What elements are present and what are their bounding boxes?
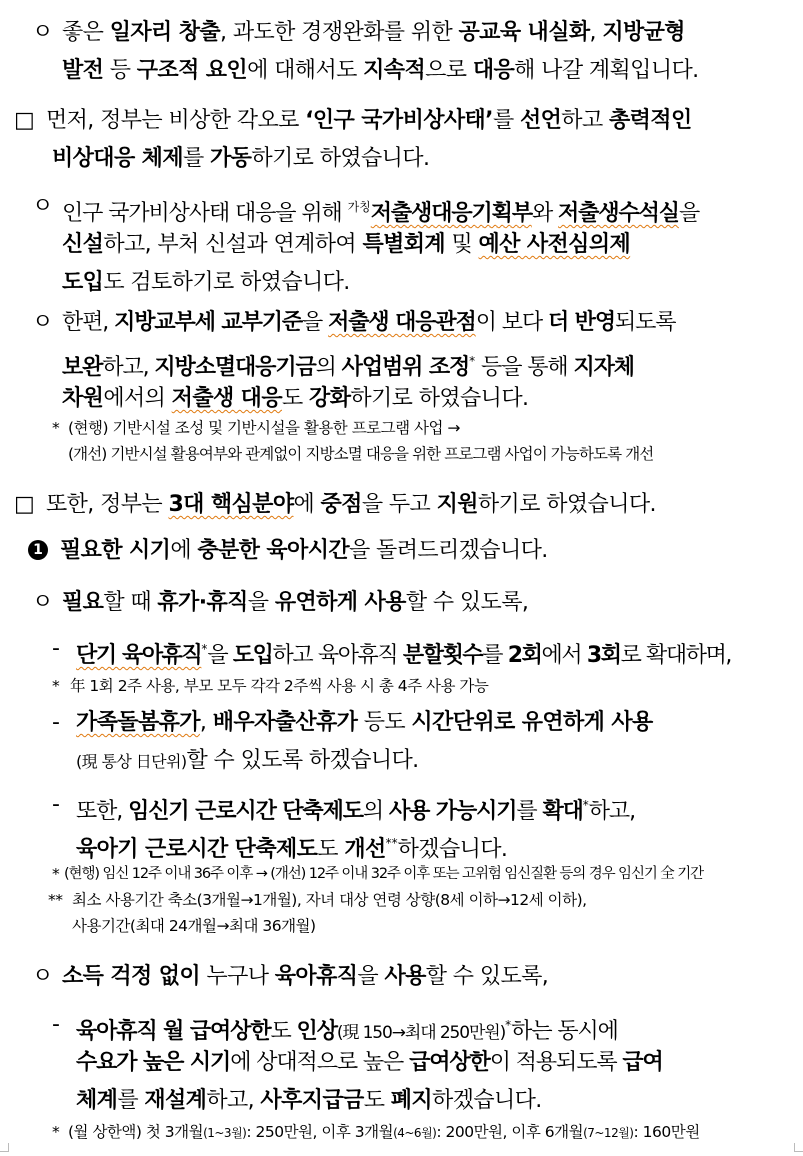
circle-bullet: ㅇ [32,590,54,615]
square-bullet: □ [14,492,35,517]
text-line: 도입도 검토하기로 하였습니다. [62,270,350,295]
square-bullet: □ [14,108,35,133]
footnote-line: (월 상한액) 첫 3개월(1~3월): 250만원, 이후 3개월(4~6월): 200만원, 이후 6개월(7~12월): 160만원 [68,1123,700,1141]
page-corner-mark [0,1143,9,1152]
text-line: 육아휴직 월 급여상한도 인상(現 150→최대 250만원)*하는 동시에 [76,1018,618,1044]
text-line: 단기 육아휴직*을 도입하고 육아휴직 분할횟수를 2회에서 3회로 확대하며, [76,642,732,668]
footnote-marker: ** [48,891,63,909]
circle-bullet: ㅇ [32,310,54,335]
text-line: 수요가 높은 시기에 상대적으로 높은 급여상한이 적용되도록 급여 [76,1050,663,1075]
dash-bullet: - [52,710,60,735]
text-line: 또한, 임신기 근로시간 단축제도의 사용 가능시기를 확대*하고, [76,798,635,824]
footnote-line: 최소 사용기간 축소(3개월→1개월), 자녀 대상 연령 상향(8세 이하→12세 이하), [72,891,587,909]
text-line: 필요한 시기에 충분한 육아시간을 돌려드리겠습니다. [60,538,548,563]
text-line: 신설하고, 부처 신설과 연계하여 특별회계 및 예산 사전심의제 [62,232,631,257]
text-line: 차원에서의 저출생 대응도 강화하기로 하였습니다. [62,386,529,411]
text-line: 인구 국가비상사태 대응을 위해 $^{가칭}$저출생대응기획부와 저출생수석실을 [62,200,700,226]
page-corner-mark [794,1143,803,1152]
text-line: 비상대응 체제를 가동하기로 하였습니다. [52,146,430,171]
text-line: 체계를 재설계하고, 사후지급금도 폐지하겠습니다. [76,1088,542,1113]
circle-bullet: ㅇ [32,194,54,219]
text-line: 필요할 때 휴가·휴직을 유연하게 사용할 수 있도록, [62,590,529,615]
footnote-marker: * [52,1123,60,1141]
footnote-line: (현행) 기반시설 조성 및 기반시설을 활용한 프로그램 사업 → [68,419,460,437]
text-line: 소득 걱정 없이 누구나 육아휴직을 사용할 수 있도록, [62,964,549,989]
footnote-marker: * [52,865,60,883]
footnote-marker: * [52,419,60,437]
footnote-line: (개선) 기반시설 활용여부와 관계없이 지방소멸 대응을 위한 프로그램 사업이 가능하도록 개선 [68,445,654,463]
number-one-icon: 1 [28,540,48,560]
dash-bullet: - [52,1012,60,1037]
circle-bullet: ㅇ [32,964,54,989]
footnote-line: (현행) 임신 12주 이내 36주 이후 → (개선) 12주 이내 32주 이후 또는 고위험 임신질환 등의 경우 임신기 全 기간 [64,866,704,882]
text-line: 먼저, 정부는 비상한 각오로 ‘인구 국가비상사태’를 선언하고 총력적인 [46,108,692,133]
dash-bullet: - [52,792,60,817]
circle-bullet: ㅇ [32,20,54,45]
footnote-line: 年 1회 2주 사용, 부모 모두 각각 2주씩 사용 시 총 4주 사용 가능 [70,677,489,695]
text-line: 좋은 일자리 창출, 과도한 경쟁완화를 위한 공교육 내실화, 지방균형 [62,20,685,45]
footnote-line: 사용기간(최대 24개월→최대 36개월) [72,917,316,935]
text-line: 한편, 지방교부세 교부기준을 저출생 대응관점이 보다 더 반영되도록 [62,310,676,335]
text-line: 또한, 정부는 3대 핵심분야에 중점을 두고 지원하기로 하였습니다. [46,492,656,517]
text-line: 보완하고, 지방소멸대응기금의 사업범위 조정* 등을 통해 지자체 [62,354,634,380]
text-line: (現 통상 日단위)할 수 있도록 하겠습니다. [76,748,419,773]
dash-bullet: - [52,636,60,661]
text-line: 발전 등 구조적 요인에 대해서도 지속적으로 대응해 나갈 계획입니다. [62,58,699,83]
text-line: 육아기 근로시간 단축제도도 개선**하겠습니다. [76,836,508,862]
text-line: 가족돌봄휴가, 배우자출산휴가 등도 시간단위로 유연하게 사용 [76,710,653,735]
footnote-marker: * [52,677,60,695]
